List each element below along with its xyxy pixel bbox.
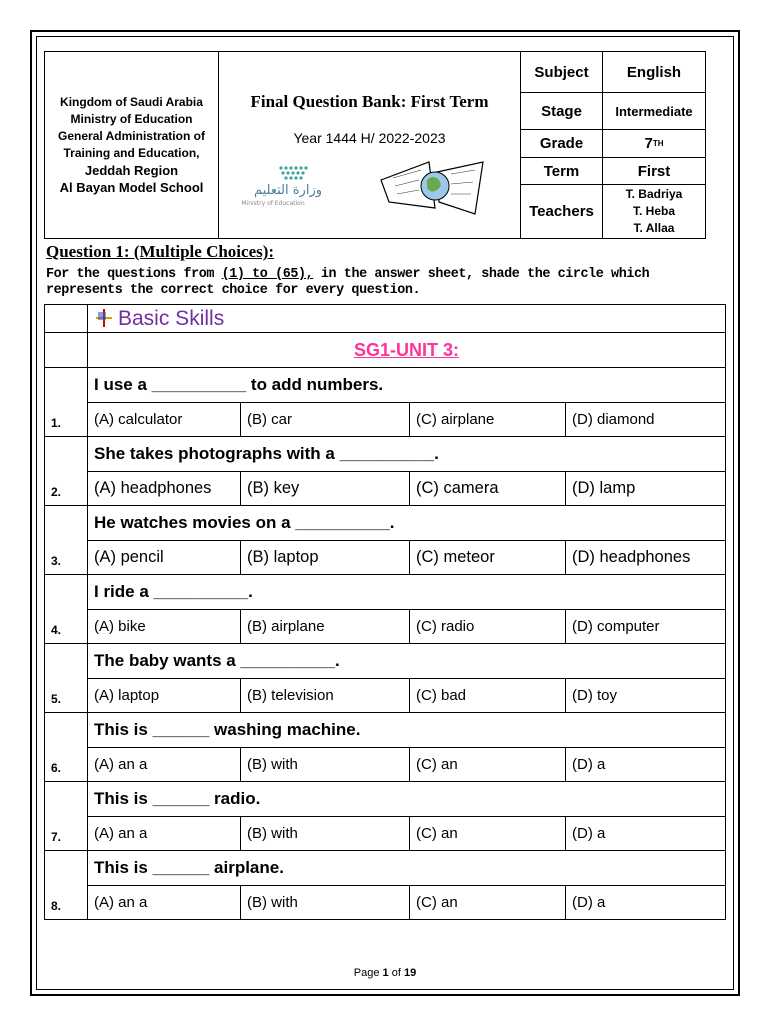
grade-label: Grade bbox=[521, 130, 603, 157]
subject-row bbox=[521, 52, 705, 93]
answer-option: (C) airplane bbox=[410, 403, 566, 437]
org-line: Kingdom of Saudi Arabia bbox=[60, 95, 203, 109]
grade-row bbox=[521, 130, 705, 158]
answer-option: (B) with bbox=[241, 817, 410, 851]
org-line: General Administration of bbox=[58, 129, 205, 143]
answer-option: (D) computer bbox=[566, 610, 726, 644]
answer-option: (A) an a bbox=[88, 886, 241, 920]
answer-option: (A) calculator bbox=[88, 403, 241, 437]
answer-option: (B) airplane bbox=[241, 610, 410, 644]
section-heading: Basic Skills bbox=[88, 305, 726, 333]
teacher-name: T. Allaa bbox=[633, 221, 675, 235]
question-stem: This is ______ radio. bbox=[88, 782, 726, 817]
answer-option: (D) diamond bbox=[566, 403, 726, 437]
answer-option: (A) pencil bbox=[88, 541, 241, 575]
exam-details bbox=[521, 52, 705, 238]
answer-option: (C) an bbox=[410, 748, 566, 782]
answer-option: (A) laptop bbox=[88, 679, 241, 713]
answer-option: (A) an a bbox=[88, 748, 241, 782]
answer-option: (D) lamp bbox=[566, 472, 726, 506]
question-stem: I use a __________ to add numbers. bbox=[88, 368, 726, 403]
answer-option: (A) headphones bbox=[88, 472, 241, 506]
stage-value: Intermediate bbox=[615, 103, 693, 119]
school-info bbox=[45, 52, 219, 238]
answer-option: (D) a bbox=[566, 817, 726, 851]
answer-option: (D) toy bbox=[566, 679, 726, 713]
question-stem: This is ______ airplane. bbox=[88, 851, 726, 886]
question-number: 7. bbox=[45, 782, 88, 851]
question-number: 6. bbox=[45, 713, 88, 782]
answer-option: (C) an bbox=[410, 886, 566, 920]
exam-title: Final Question Bank: First Term bbox=[250, 92, 489, 111]
term-label: Term bbox=[521, 158, 603, 184]
answer-option: (D) headphones bbox=[566, 541, 726, 575]
subject-label: Subject bbox=[521, 52, 603, 92]
answer-option: (C) bad bbox=[410, 679, 566, 713]
questions-table bbox=[44, 304, 726, 920]
answer-option: (C) camera bbox=[410, 472, 566, 506]
org-line: Ministry of Education bbox=[70, 112, 193, 126]
question-stem: The baby wants a __________. bbox=[88, 644, 726, 679]
teacher-name: T. Badriya bbox=[625, 187, 683, 201]
question-stem: I ride a __________. bbox=[88, 575, 726, 610]
header-table bbox=[44, 51, 706, 239]
answer-option: (A) an a bbox=[88, 817, 241, 851]
question-stem: This is ______ washing machine. bbox=[88, 713, 726, 748]
svg-text:وزارة التعليم: وزارة التعليم bbox=[253, 183, 323, 198]
teachers-label: Teachers bbox=[521, 185, 603, 238]
answer-option: (D) a bbox=[566, 886, 726, 920]
exam-year: Year 1444 H/ 2022-2023 bbox=[293, 130, 446, 146]
grade-value: 7 TH bbox=[644, 135, 664, 152]
teacher-name: T. Heba bbox=[632, 204, 675, 218]
ministry-logo bbox=[233, 160, 343, 215]
school-emblem bbox=[379, 158, 485, 222]
question-number: 2. bbox=[45, 437, 88, 506]
answer-option: (C) meteor bbox=[410, 541, 566, 575]
answer-option: (B) television bbox=[241, 679, 410, 713]
answer-option: (A) bike bbox=[88, 610, 241, 644]
answer-option: (B) key bbox=[241, 472, 410, 506]
bullet-icon bbox=[94, 309, 114, 327]
answer-option: (C) radio bbox=[410, 610, 566, 644]
stage-label: Stage bbox=[521, 93, 603, 129]
question-number: 1. bbox=[45, 368, 88, 437]
teachers-list bbox=[603, 185, 705, 238]
org-line: Training and Education, bbox=[63, 146, 200, 160]
exam-title-cell bbox=[219, 52, 521, 238]
page-footer: Page 1 of 19 bbox=[353, 967, 417, 979]
answer-option: (D) a bbox=[566, 748, 726, 782]
answer-option: (B) with bbox=[241, 748, 410, 782]
question-stem: He watches movies on a __________. bbox=[88, 506, 726, 541]
org-line: Al Bayan Model School bbox=[59, 180, 204, 195]
answer-option: (C) an bbox=[410, 817, 566, 851]
question-number: 8. bbox=[45, 851, 88, 920]
question-title: Question 1: (Multiple Choices): bbox=[46, 242, 275, 261]
question-number: 5. bbox=[45, 644, 88, 713]
question-stem: She takes photographs with a __________. bbox=[88, 437, 726, 472]
subject-value: English bbox=[626, 63, 682, 81]
answer-option: (B) with bbox=[241, 886, 410, 920]
question-number: 3. bbox=[45, 506, 88, 575]
stage-row bbox=[521, 93, 705, 130]
answer-option: (B) car bbox=[241, 403, 410, 437]
org-line: Jeddah Region bbox=[84, 163, 179, 178]
question-number: 4. bbox=[45, 575, 88, 644]
unit-heading: SG1-UNIT 3: bbox=[88, 333, 726, 368]
term-row bbox=[521, 158, 705, 185]
term-value: First bbox=[637, 162, 671, 180]
svg-text:Ministry of Education: Ministry of Education bbox=[241, 200, 305, 207]
instructions: For the questions from (1) to (65), in the answer sheet, shade the circle which represents the correct choice for every question. bbox=[46, 267, 650, 298]
teachers-row bbox=[521, 185, 705, 238]
answer-option: (B) laptop bbox=[241, 541, 410, 575]
